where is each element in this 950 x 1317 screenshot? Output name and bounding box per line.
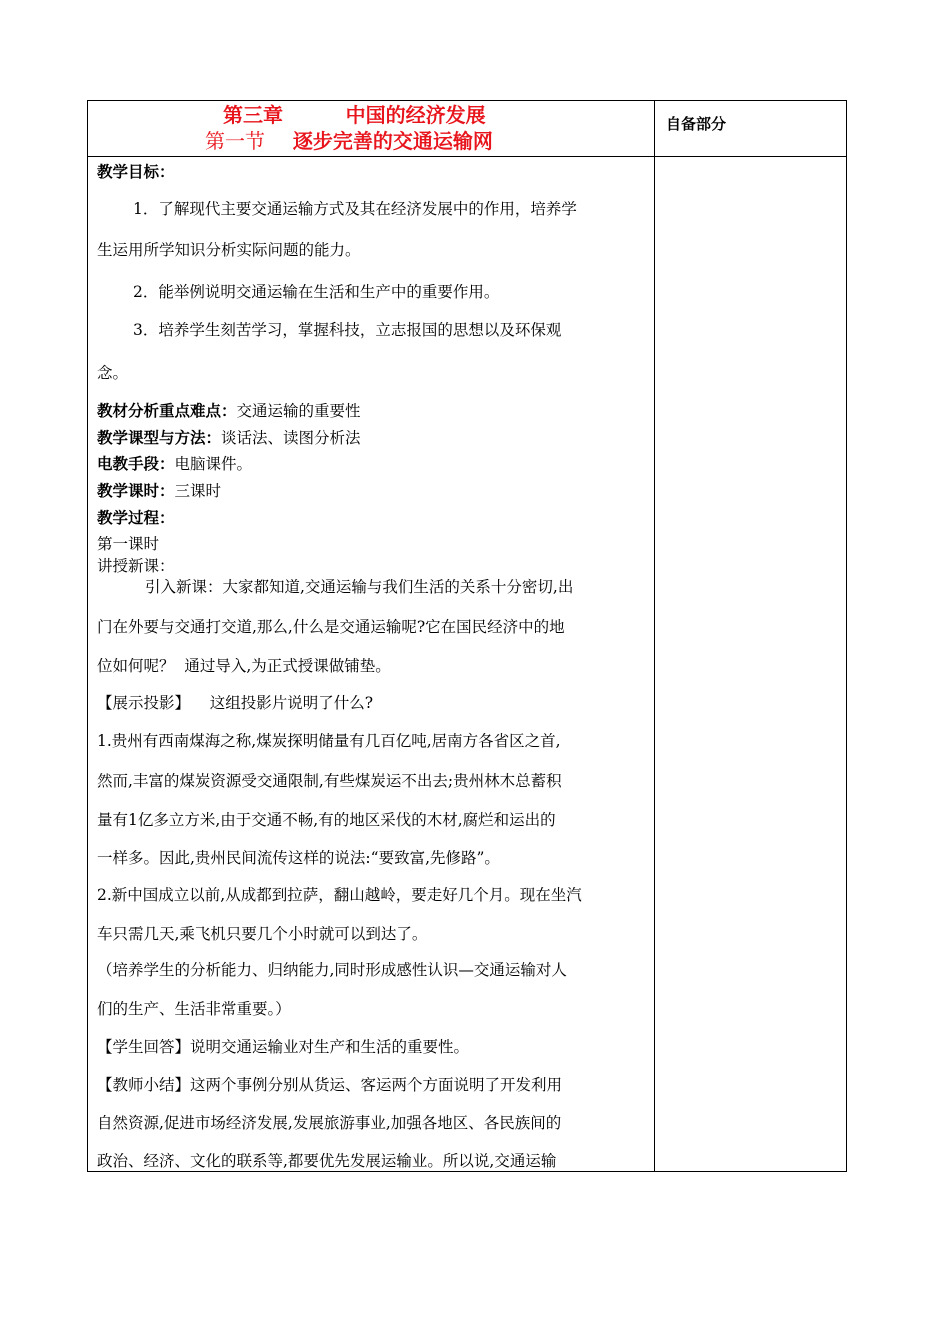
- objectives-heading: 教学目标：: [97, 163, 175, 181]
- section-title: [205, 130, 493, 152]
- key-points-row: [97, 401, 361, 421]
- lesson-plan-table: [87, 100, 847, 1172]
- example-1-line-1: 1.贵州有西南煤海之称,煤炭探明储量有几百亿吨,居南方各省区之首,: [97, 732, 561, 750]
- teacher-summary-line-1: 【教师小结】这两个事例分别从货运、客运两个方面说明了开发利用: [97, 1076, 563, 1094]
- header-divider: [88, 156, 846, 157]
- example-2-line-1: 2.新中国成立以前,从成都到拉萨，翻山越岭，要走好几个月。现在坐汽: [97, 886, 582, 904]
- chapter-title: 第三章 中国的经济发展: [223, 103, 486, 127]
- example-1-line-4: 一样多。因此,贵州民间流传这样的说法:“要致富,先修路”。: [97, 849, 500, 867]
- objective-1-line-2: 生运用所学知识分析实际问题的能力。: [97, 241, 361, 259]
- first-lesson: 第一课时: [97, 535, 160, 553]
- key-points-label: 教材分析重点难点：: [97, 402, 237, 420]
- section-prefix: 第一节: [205, 129, 265, 153]
- example-1-line-3: 量有1亿多立方米,由于交通不畅,有的地区采伐的木材,腐烂和运出的: [97, 811, 556, 829]
- teacher-summary-line-3: 政治、经济、文化的联系等,都要优先发展运输业。所以说,交通运输: [97, 1152, 557, 1170]
- note-line-1: （培养学生的分析能力、归纳能力,同时形成感性认识—交通运输对人: [97, 961, 567, 979]
- example-2-line-2: 车只需几天,乘飞机只要几个小时就可以到达了。: [97, 925, 428, 943]
- new-lesson-label: 讲授新课：: [97, 557, 175, 575]
- method-row: [97, 428, 361, 448]
- intro-line-2: 门在外要与交通打交道,那么,什么是交通运输呢?它在国民经济中的地: [97, 618, 565, 636]
- hours-row: [97, 481, 221, 501]
- objective-3-line-2: 念。: [97, 364, 129, 382]
- process-heading: 教学过程：: [97, 509, 175, 527]
- side-column-label: 自备部分: [666, 115, 727, 133]
- method-label: 教学课型与方法：: [97, 429, 222, 447]
- media-row: [97, 454, 252, 474]
- column-divider: [654, 101, 655, 1171]
- section-name: 逐步完善的交通运输网: [265, 129, 493, 153]
- student-answer: 【学生回答】说明交通运输业对生产和生活的重要性。: [97, 1038, 470, 1056]
- hours-value: 三课时: [174, 482, 222, 500]
- intro-line-1: 引入新课：大家都知道,交通运输与我们生活的关系十分密切,出: [145, 578, 574, 596]
- projection-question: 【展示投影】 这组投影片说明了什么?: [97, 694, 374, 712]
- key-points-value: 交通运输的重要性: [236, 402, 361, 420]
- media-value: 电脑课件。: [174, 455, 253, 473]
- example-1-line-2: 然而,丰富的煤炭资源受交通限制,有些煤炭运不出去;贵州林木总蓄积: [97, 772, 562, 790]
- intro-line-3: 位如何呢？ 通过导入,为正式授课做铺垫。: [97, 657, 391, 675]
- note-line-2: 们的生产、生活非常重要。）: [97, 1000, 291, 1018]
- objective-2: 2．能举例说明交通运输在生活和生产中的重要作用。: [133, 283, 500, 301]
- teacher-summary-line-2: 自然资源,促进市场经济发展,发展旅游事业,加强各地区、各民族间的: [97, 1114, 562, 1132]
- objective-1-line-1: 1．了解现代主要交通运输方式及其在经济发展中的作用，培养学: [133, 200, 577, 218]
- method-value: 谈话法、读图分析法: [221, 429, 361, 447]
- objective-3-line-1: 3．培养学生刻苦学习，掌握科技，立志报国的思想以及环保观: [133, 321, 562, 339]
- media-label: 电教手段：: [97, 455, 175, 473]
- hours-label: 教学课时：: [97, 482, 175, 500]
